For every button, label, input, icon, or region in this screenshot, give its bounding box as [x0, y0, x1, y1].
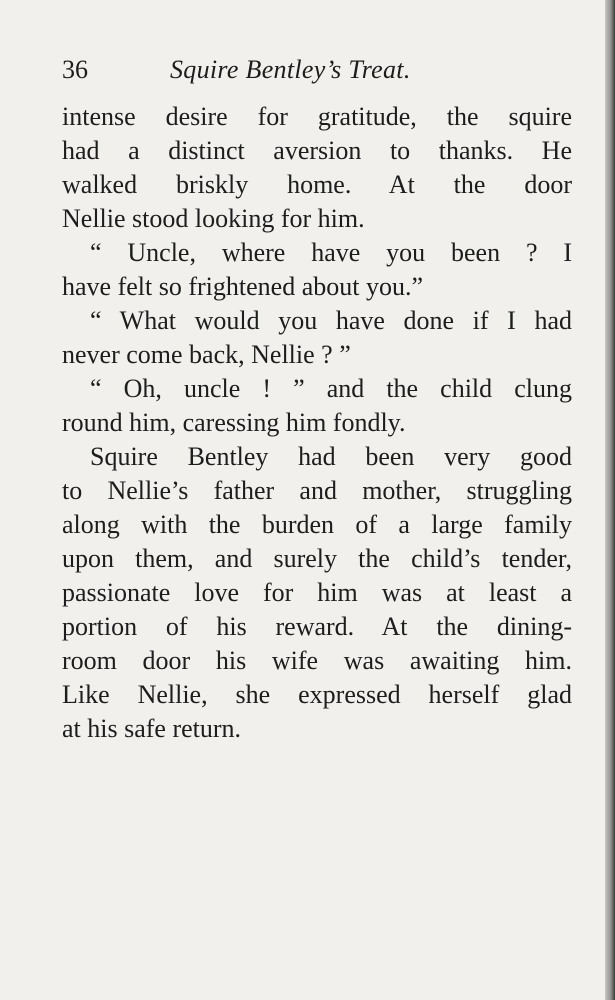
text-line: along with the burden of a large family: [62, 510, 572, 539]
page-edge-shadow: [605, 0, 615, 1000]
running-title: Squire Bentley’s Treat.: [170, 55, 411, 84]
page-number: 36: [62, 55, 88, 84]
text-line: at his safe return.: [62, 714, 242, 743]
text-line: had a distinct aversion to thanks. He: [62, 136, 572, 165]
text-line: have felt so frightened about you.”: [62, 272, 423, 301]
text-line: “ Oh, uncle ! ” and the child clung: [90, 374, 572, 403]
text-line: room door his wife was awaiting him.: [62, 646, 572, 675]
page-header: [62, 50, 572, 90]
text-line: “ What would you have done if I had: [90, 306, 572, 335]
text-line: “ Uncle, where have you been ? I: [90, 238, 572, 267]
text-line: Nellie stood looking for him.: [62, 204, 365, 233]
text-line: passionate love for him was at least a: [62, 578, 572, 607]
text-line: intense desire for gratitude, the squire: [62, 102, 572, 131]
text-line: portion of his reward. At the dining-: [62, 612, 572, 641]
text-line: never come back, Nellie ? ”: [62, 340, 351, 369]
text-line: walked briskly home. At the door: [62, 170, 572, 199]
text-line: to Nellie’s father and mother, struggling: [62, 476, 572, 505]
text-line: round him, caressing him fondly.: [62, 408, 406, 437]
body-text: [62, 100, 572, 746]
text-line: Like Nellie, she expressed herself glad: [62, 680, 572, 709]
text-line: Squire Bentley had been very good: [90, 442, 572, 471]
text-line: upon them, and surely the child’s tender,: [62, 544, 572, 573]
